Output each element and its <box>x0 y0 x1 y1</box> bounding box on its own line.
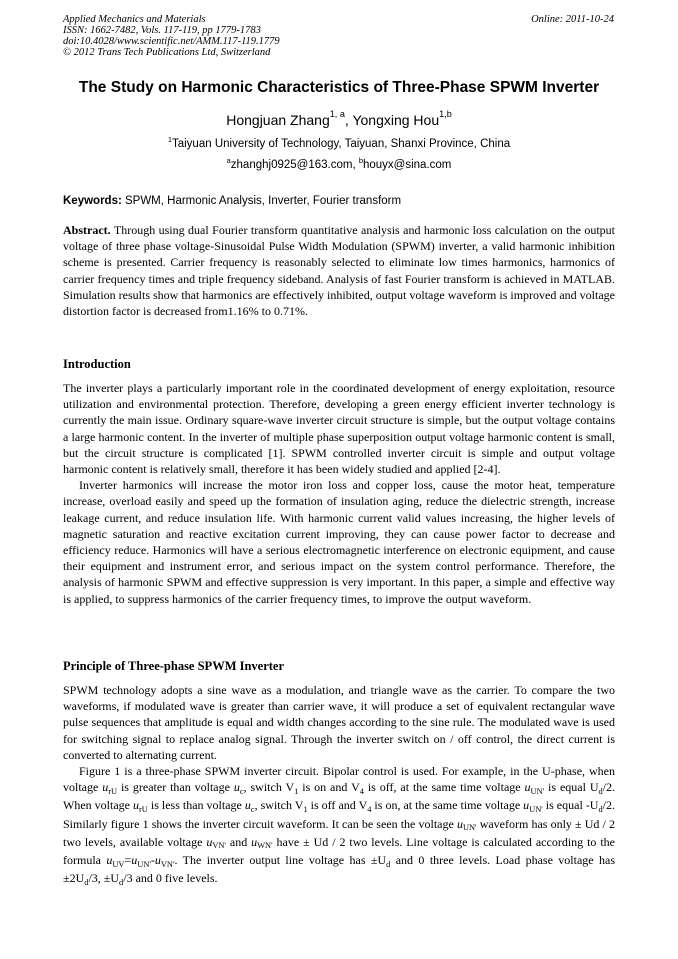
doi-line: doi:10.4028/www.scientific.net/AMM.117-119.1779 <box>63 36 280 47</box>
journal-name: Applied Mechanics and Materials <box>63 14 206 25</box>
paragraph: The inverter plays a particularly important role in the coordinated development of energy exploitation, resource utilization and environmental protection. Therefore, developing a green energy efficient inverter technology is currently the main issue. Ordinary square-wave inverter circuit structure is simple, but the output voltage contains a large harmonic content. In the inverter of multiple phase superposition output voltage harmonic content is small, but the circuit structure is complicated [1]. SPWM controlled inverter circuit is simple and output voltage harmonic content is relatively small, therefore it has been widely studied and applied [2-4]. <box>63 381 615 477</box>
abstract <box>63 222 615 319</box>
author-affil-mark: 1, a <box>329 108 345 119</box>
online-date: Online: 2011-10-24 <box>531 14 614 25</box>
principle-body <box>63 682 615 888</box>
journal-header <box>63 14 280 58</box>
email-mark: a <box>226 156 231 166</box>
affil-mark: 1 <box>167 135 172 145</box>
author-emails <box>30 156 648 171</box>
affiliation <box>30 135 648 150</box>
affiliation-text: Taiyuan University of Technology, Taiyuan, Shanxi Province, China <box>171 138 511 150</box>
author-name: Hongjuan Zhang <box>226 112 330 128</box>
keywords-text: SPWM, Harmonic Analysis, Inverter, Fourier transform <box>121 195 402 207</box>
keywords-label: Keywords: <box>63 195 122 207</box>
email-link[interactable]: houyx@sina.com <box>362 159 452 171</box>
section-heading-introduction: Introduction <box>63 357 131 371</box>
abstract-label: Abstract. <box>63 223 111 237</box>
author-name: Yongxing Hou <box>352 112 440 128</box>
issn-line: ISSN: 1662-7482, Vols. 117-119, pp 1779-1783 <box>63 25 261 36</box>
keywords <box>63 195 401 207</box>
paper-title: The Study on Harmonic Characteristics of Three-Phase SPWM Inverter <box>78 79 600 96</box>
author-affil-mark: 1,b <box>439 108 452 119</box>
author-line <box>30 108 648 128</box>
author-separator: , <box>344 112 353 128</box>
abstract-text: Through using dual Fourier transform quantitative analysis and harmonic loss calculation on the output voltage of three phase voltage-Sinusoidal Pulse Width Modulation (SPWM) inverter, a valid harmonic inhibition scheme is presented. Carrier frequency is reasonably selected to eliminate low times harmonics, harmonics of carrier frequency times and triple frequency sideband. Analysis of fast Fourier transform is achieved in MATLAB. Simulation results show that harmonics are effectively inhibited, output voltage waveform is improved and voltage distortion factor is decreased from1.16% to 0.71%. <box>63 223 615 319</box>
paragraph: SPWM technology adopts a sine wave as a modulation, and triangle wave as the carrier. To compare the two waveforms, if modulated wave is greater than carrier wave, it will produce a set of equivalent rectangular wave pulse sequences that amplitude is equal and width changes according to the sine rule. The modulated wave is used for switching signal to replace analog signal. Through the inverter switch on / off control, the direct current is converted to alternating current. <box>63 683 615 762</box>
email-mark: b <box>358 156 363 166</box>
email-link[interactable]: zhanghj0925@163.com <box>230 159 353 171</box>
paragraph: Figure 1 is a three-phase SPWM inverter circuit. Bipolar control is used. For example, in the U-phase, when voltage $u_{rU}$ is greater than voltage $u_c$, switch $V_1$ is on and $V_4$ is off, at the same time voltage $u_{UN'}$ is equal $U_d/2$. When voltage $u_{rU}$ is less than voltage $u_c$, switch $V_1$ is off and $V_4$ is on, at the same time voltage $u_{UN'}$ is equal $-U_d/2$. Similarly figure 1 shows the inverter circuit waveform. It can be seen the voltage $u_{UN'}$ waveform has only ± Ud / 2 two levels, available voltage $u_{VN'}$ and $u_{WN'}$ have ± Ud / 2 two levels. Line voltage is calculated according to the formula $u_{UV}=u_{UN'}-u_{VN'}$. The inverter output line voltage has $\pm U_d$ and 0 three levels. Load phase voltage has $\pm 2U_d/3$, $\pm U_d/3$ and 0 five levels. <box>63 764 616 887</box>
introduction-body <box>63 380 615 607</box>
section-heading-principle: Principle of Three-phase SPWM Inverter <box>63 659 285 673</box>
copyright-line: © 2012 Trans Tech Publications Ltd, Switzerland <box>63 47 271 58</box>
paragraph: Inverter harmonics will increase the motor iron loss and copper loss, cause the motor heat, temperature increase, overload easily and speed up the formation of insulation aging, reduce the dielectric strength, increase leakage current, and reduce insulation life. With harmonic current valid values increasing, the higher levels of magnetic saturation and reactive excitation current improving, they can cause power factor to decrease and efficiency reduce. Harmonics will have a serious electromagnetic interference on electronic equipment, and cause their equipment and instrument error, and serious impact on the system control performance. Therefore, the analysis of harmonic SPWM and effective suppression is very important. In this paper, a simple and effective way is applied, to suppress harmonics of the carrier frequency times, to improve the output waveform. <box>63 478 615 606</box>
email-separator: , <box>352 159 359 171</box>
